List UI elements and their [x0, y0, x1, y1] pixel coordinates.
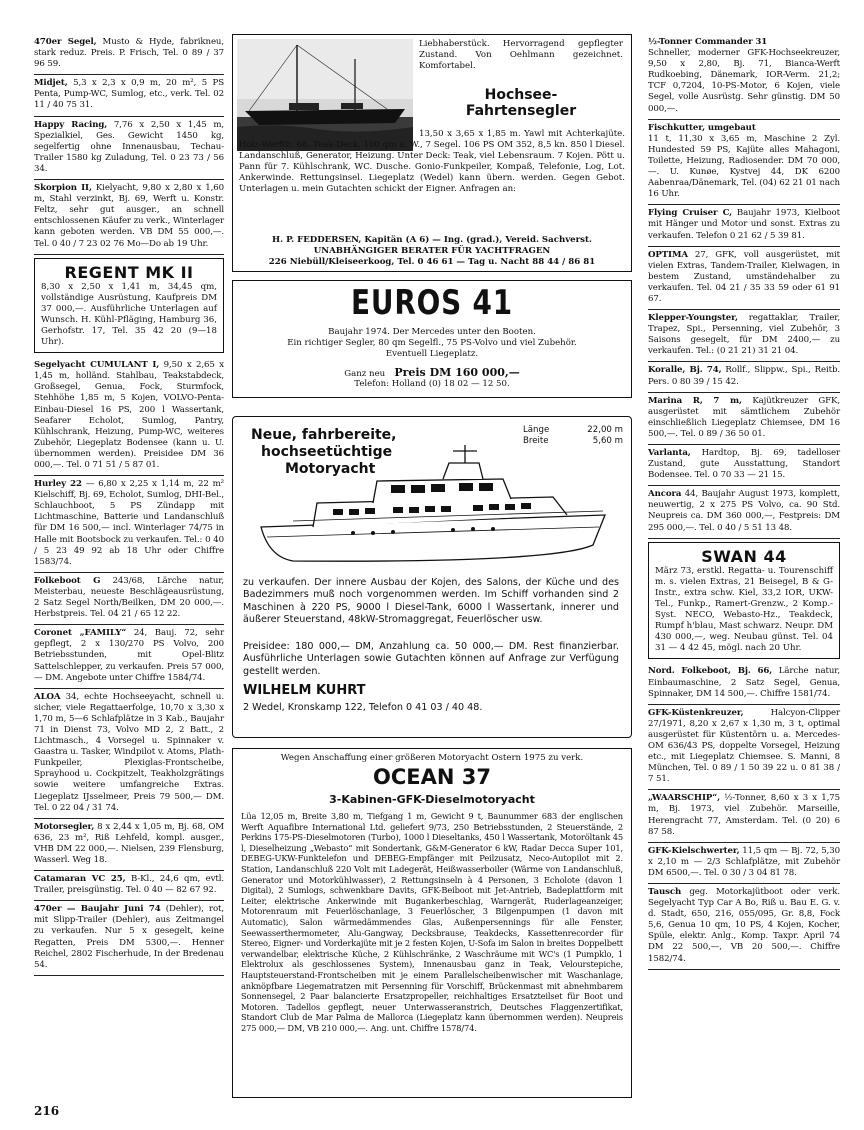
hochsee-body: 13,50 x 3,65 x 1,85 m. Yawl mit Achterkajüte. Holz-Werftb. 68. Teak-Deck. 100 qm a. W., 7 Segel. 106 PS OM 352, 8,5 kn. 850 l Diesel. Landanschluß, Generator, Heizung. Unter Deck: Teak, viel Lebensraum. 7 Kojen. Pött u. Pann für 7. Kühlschrank, WC. Dusche. Gonio-Funkpeiler, Kompaß, Telefonie, Log, Lot. Ankerwinde. Rettungsinsel. Liegeplatz (Wedel) kann übern. werden. Gegen Gebot. Unterlagen u. mein Gutachten schickt der Eigner. Anfragen an: [239, 129, 625, 195]
ad-headline: Nord. Folkeboot, Bj. 66, [648, 666, 773, 677]
ad-text: 5,3 x 2,3 x 0,9 m, 20 m², 5 PS Penta, Pump-WC, Sumlog, etc., verk. Tel. 02 11 / 40 75 31. [34, 78, 224, 111]
classified-ad [34, 180, 224, 255]
ad-headline: Flying Cruiser C, [648, 208, 733, 219]
hochsee-title-1: Hochsee- [484, 87, 558, 103]
boxed-ad-title: REGENT MK II [64, 262, 194, 282]
hochsee-contact: H. P. FEDDERSEN, Kapitän (A 6) — Ing. (grad.), Vereid. Sachverst. [272, 235, 592, 245]
ad-headline: Hurley 22 [34, 479, 82, 490]
ad-text: regattaklar, Trailer, Trapez, Spi., Persenning, viel Zubehör, 3 Saisons gesegelt, für DM 2400,— zu verkaufen. Tel.: (0 21 21) 31 21 04. [648, 313, 840, 357]
dim-value-width: 5,60 m [592, 436, 623, 447]
ad-text: 44, Baujahr August 1973, komplett, neuwertig, 2 x 275 PS Volvo, ca. 90 Std. Neupreis ca. DM 360 000,—, Festpreis: DM 295 000,—. Tel. 0 40 / 5 51 13 48. [648, 489, 840, 533]
ad-text: Rollf., Slippw., Spi., Reitb. Pers. 0 80 39 / 15 42. [648, 365, 840, 387]
ad-headline: Skorpion II, [34, 183, 92, 194]
ocean-intro: Wegen Anschaffung einer größeren Motoryacht Ostern 1975 zu verk. [280, 753, 584, 763]
ad-text: 11 t, 11,30 x 3,65 m, Maschine 2 Zyl. Hundested 59 PS, Kajüte alles Mahagoni, Toilette, Heizung, Radiosender. DM 70 000,—. U. Kunøe, Kystvej 44, DK 6200 Aabenraa/Dänemark, Tel. (04) 62 21 01 nach 16 Uhr. [648, 133, 840, 200]
ad-headline: „WAARSCHIP“, [648, 793, 720, 804]
ad-headline: 470er — Baujahr Juni 74 [34, 904, 161, 915]
motoryacht-ad [232, 416, 632, 738]
classified-ad [34, 476, 224, 573]
boxed-ad-text: März 73, erstkl. Regatta- u. Tourenschiff m. s. vielen Extras, 21 Beisegel, B & G-Instr., extra schw. Kiel, 33,2 IOR, UKW-Tel., Funkp., Ramert-Grenzw., 2 Komp.-Syst. NECO, Webasto-Hz., Teakdeck, Rumpf h'blau, Mast schwarz. Neupr. DM 430 000,—, weg. Neubau günst. Tel. 04 31 — 4 42 45, mögl. nach 20 Uhr. [655, 565, 833, 654]
classified-ad [34, 75, 224, 116]
ad-headline: 470er Segel, [34, 37, 97, 47]
classified-ad [648, 884, 840, 970]
motoryacht-drawing [253, 445, 613, 573]
classified-ad [648, 790, 840, 842]
ad-text: 24, Bauj. 72, sehr gepflegt, 2 x 130/270 PS Volvo, 200 Betriebsstunden, mit Opel-Blitz Sattelschlepper, zu verkaufen. Preis 57 000,— DM. Angebote unter Chiffre 1584/74. [34, 628, 224, 683]
classified-ad [34, 871, 224, 901]
euros-price: Preis DM 160 000,— [394, 366, 520, 379]
classified-ad [34, 819, 224, 871]
ad-text: 34, echte Hochseeyacht, schnell u. sicher, viele Regattaerfolge, 10,70 x 3,30 x 1,70 m, 5—6 Schlafplätze in 3 Kab., Baujahr 71 in Dienst 73, Volvo MD 2, 2 Batt., 2 Lichtmasch., 4 Vorsegel u. Spinnaker v. Gaastra u. Tasker, Windpilot v. Atoms, Plath-Funkpeiler, Plexiglas-Frontscheibe, Sprayhood u. Cockpitzelt, Teakholzgrätings sowie weitere umfangreiche Extras. Liegeplatz IJsselmeer, Preis 79 500,— DM. Tel. 0 22 04 / 31 74. [34, 691, 224, 813]
euros-line-3: Eventuell Liegeplatz. [385, 349, 479, 359]
ad-text: 8 x 2,44 x 1,05 m, Bj. 68, OM 636, 23 m², Riß Lehfeld, kompl. ausger., VHB DM 22 000,—. Nielsen, 239 Flensburg, Wasserl. Weg 18. [34, 821, 224, 865]
ad-text: Kielyacht, 9,80 x 2,80 x 1,60 m, Stahl verzinkt, Bj. 69, Werft u. Konstr. Feltz, sehr gut ausger., an schnell entschlossenen Käufer zu verk., Winterlager kann geboten werden. VB DM 55 000,—. Tel. 0 40 / 7 23 02 76 Mo—Do ab 19 Uhr. [34, 183, 224, 249]
hochsee-intro: Liebhaberstück. Hervorragend gepflegter Zustand. Von Oehlmann gezeichnet. Komfortabel. [419, 39, 623, 72]
classified-ad [34, 689, 224, 819]
ad-text: B-Kl., 24,6 qm, evtl. Trailer, preisgünstig. Tel. 0 40 — 82 67 92. [34, 874, 224, 896]
ad-headline: OPTIMA [648, 249, 688, 260]
ad-text: Musto & Hyde, fabrikneu, stark reduz. Preis. P. Frisch, Tel. 0 89 / 37 96 59. [34, 37, 224, 70]
ad-text: 9,50 x 2,65 x 1,45 m, holländ. Stahlbau, Teakstabdeck, Großsegel, Genua, Fock, Sturmfock, Stehhöhe 1,85 m, 5 Kojen, VOLVO-Penta-Einbau-Diesel 16 PS, 200 l Wassertank, Seafarer Echolot, Sumlog, Pantry, Kühlschrank, Heizung, Pump-WC, weiteres Zubehör, Liegeplatz Bodensee (kann u. U. übernommen werden). Preisidee DM 36 000,—. Tel. 0 71 51 / 5 87 01. [34, 360, 224, 470]
classified-ad [648, 445, 840, 486]
ocean-subtitle: 3-Kabinen-GFK-Dieselmotoryacht [329, 793, 535, 806]
ad-headline: ALOA [34, 691, 61, 702]
ad-headline: Midjet, [34, 78, 68, 89]
classified-ad [648, 34, 840, 120]
ad-text: Hardtop, Bj. 69, tadelloser Zustand, gute Ausstattung, Standort Bodensee. Tel. 0 70 33 — 21 15. [648, 448, 840, 481]
euros-line-2: Ein richtiger Segler, 80 qm Segelfl., 75 PS-Volvo und viel Zubehör. [287, 338, 577, 348]
ad-text: (Dehler), rot, mit Slipp-Trailer (Dehler), aus Zeitmangel zu verkaufen. Nur 5 x gesegelt, keine Regatten, Preis DM 5300,—. Henner Reichel, 2802 Fischerhude, In der Bredenau 54. [34, 904, 224, 970]
classified-ad [648, 362, 840, 392]
classified-ad [34, 901, 224, 976]
left-column [34, 34, 224, 976]
ocean-title: OCEAN 37 [373, 765, 491, 789]
hochsee-address: 226 Niebüll/Kleiseerkoog, Tel. 0 46 61 — Tag u. Nacht 88 44 / 86 81 [268, 257, 596, 267]
ocean-body: Lüa 12,05 m, Breite 3,80 m, Tiefgang 1 m, Gewicht 9 t, Baunummer 683 der englischen Werft Aquafibre International Ltd. geliefert 9/73, 250 Betriebsstunden, 2 Steuerstände, 2 Perkins 175-PS-Dieselmotoren (Turbo), 1000 l Dieseltanks, 450 l Wassertank, Motoröltank 45 l, Dieselheizung „Webasto“ mit Sondertank, G&M-Generator 6 kW, Radar Decca Super 101, DEBEG-UKW-Funktelefon und DEBEG-Empfänger mit Peilzusatz, Neco-Autopilot mit 2. Station, Landanschluß 220 Volt mit Ladegerät, Heißwasserboiler (Wärme von Landanschluß, Generator und Motorkühlwasser), 2 Rettungsinseln à 4 Personen, 3 Echolote (davon 1 Digital), 2 Sumlogs, schwenkbare Davits, GFK-Beiboot mit Jet-Antrieb, Badeplattform mit Leiter, elektrische Ankerwinde mit Bugankerbeschlag, Warngerät, Ruderlageanzeiger, Motorenraum mit Feuerlöschanlage, 3 Feuerlöscher, 3 Bilgenpumpen (1 davon mit Automatic), Salon wärmedämmendes Glas, Außenpersennings für alle Fenster, Seewasserthermometer, Alu-Gangway, Decksbrause, Teakdecks, Kassettenrecorder für Stereo, Eigner- und Vorderkajüte mit je 2 festen Kojen, U-Sofa im Salon in breites Doppelbett verwandelbar, elektrische Küche, 2 Kühlschränke, 2 Waschräume mit WC's (1 Pumpklo, 1 Elektrolux als geschlossenes System), Innenausbau ganz in Teak, Velourstepiche, Hauptsteuerstand-Frontscheiben mit je einem Parallelscheibenwischer mit Waschanlage, anknöpfbare Liegematratzen mit Persenning für Vorschiff, Brückenmast mit abnehmbarem Sonnensegel, 2 Paar balancierte Ersatzpropeller, reichhaltiges Ersatzteilset für Boot und Motoren. Tadellos gepflegt, neuer Unterwasseranstrich, Deutsches Flaggenzertifikat, Standort Club de Mar Palma de Mallorca (Liegeplatz kann übernommen werden). Neupreis 275 000,— DM, VB 210 000,—. Ang. unt. Chiffre 1578/74. [241, 811, 623, 1033]
dim-label-width: Breite [523, 436, 549, 447]
motor-body: zu verkaufen. Der innere Ausbau der Kojen, des Salons, der Küche und des Badezimmers muß noch vorgenommen werden. Im Schiff vorhanden sind 2 Maschinen à 220 PS, 9000 l Diesel-Tank, 6000 l Wassertank, innerer und äußerer Steuerstand, 48kW-Stromaggregat, Feuerlöscher usw. [243, 577, 619, 626]
classified-ad [648, 486, 840, 538]
ad-headline: Koralle, Bj. 74, [648, 365, 722, 376]
hochsee-title-2: Fahrtensegler [465, 103, 577, 119]
classified-ad [34, 117, 224, 180]
classified-ad [34, 357, 224, 476]
classified-ad [34, 625, 224, 688]
classified-ad [648, 310, 840, 362]
classified-ad [648, 705, 840, 791]
motor-dims [523, 425, 623, 447]
motor-headline-1: Neue, fahrbereite, [251, 427, 397, 443]
ad-headline: ½-Tonner Commander 31 [648, 37, 768, 47]
ad-text: Kajütkreuzer GFK, ausgerüstet mit sämtlichem Zubehör einschließlich Liegeplatz Chiemsee, DM 16 500,—. Tel. 0 89 / 36 50 01. [648, 395, 841, 439]
motor-address: 2 Wedel, Kronskamp 122, Telefon 0 41 03 / 40 48. [243, 702, 483, 713]
ad-headline: GFK-Küstenkreuzer, [648, 707, 744, 718]
euros-price-row [233, 361, 631, 380]
ocean37-ad [232, 748, 632, 1098]
euros-ad [232, 280, 632, 398]
classified-ad [648, 393, 840, 445]
right-column [648, 34, 840, 970]
ad-headline: Folkeboot G [34, 575, 101, 586]
ad-headline: Marina R, 7 m, [648, 395, 742, 406]
boxed-classified-ad [34, 258, 224, 354]
ad-headline: GFK-Kielschwerter, [648, 845, 740, 856]
ad-text: ½-Tonner, 8,60 x 3 x 1,75 m, Bj. 1973, viel Zubehör. Marseille, Herengracht 77, Amsterdam. Tel. (0 20) 6 87 58. [648, 793, 840, 837]
boxed-ad-text: 8,30 x 2,50 x 1,41 m, 34,45 qm, vollständige Ausrüstung, Kaufpreis DM 37 000,—. Ausführliche Unterlagen auf Wunsch. H. Kühl-Pfläging, Hamburg 36, Gerhofstr. 17, Tel. 35 42 20 (9—18 Uhr). [41, 281, 217, 348]
motor-price: Preisidee: 180 000,— DM, Anzahlung ca. 50 000,— DM. Rest finanzierbar. Ausführliche Unterlagen sowie Gutachten können auf Anfrage zur Verfügung gestellt werden. [243, 641, 619, 677]
ad-text: 11,5 qm — Bj. 72, 5,30 x 2,10 m — 2/3 Schlafplätze, mit Zubehör DM 6500,—. Tel. 0 30 / 3 04 81 78. [648, 845, 840, 878]
classified-ad [648, 205, 840, 246]
motor-headline-3: Motoryacht [285, 461, 376, 477]
page-number: 216 [34, 1104, 60, 1118]
classified-ad [34, 573, 224, 625]
euros-phone: Telefon: Holland (0) 18 02 — 12 50. [354, 379, 510, 389]
classified-ad [648, 843, 840, 884]
dim-row-length [523, 425, 623, 436]
ad-headline: Varlanta, [648, 448, 691, 458]
classified-ad [648, 247, 840, 310]
ad-text: 7,76 x 2,50 x 1,45 m, Spezialkiel, Ges. Gewicht 1450 kg, segelfertig ohne Innenausbau, Techau-Trailer 1580 kg Zuladung, Tel. 0 23 73 / 56 34. [34, 119, 225, 174]
euros-price-prefix: Ganz neu [344, 369, 386, 379]
classified-ad [648, 120, 840, 206]
motor-seller: WILHELM KUHRT [243, 683, 366, 698]
ad-headline: Ancora [648, 489, 682, 500]
ad-text: Halcyon-Clipper 27/1971, 8,20 x 2,67 x 1,30 m, 3 t, optimal ausgerüstet für Küstentörn u. a. Mercedes-OM 636/43 PS, doppelte Vorsegel, Heizung etc., mit Liegeplatz Chiemsee. S. Manni, 8 München, Tel. 0 89 / 1 50 39 22 u. 0 81 38 / 7 51. [648, 707, 840, 785]
ad-headline: Coronet „FAMILY“ [34, 628, 127, 639]
ad-text: Schneller, moderner GFK-Hochseekreuzer, 9,50 x 2,80, Bj. 71, Bianca-Werft Rudkoebing, Dänemark, IOR-Verm. 21,2; TCF 0,7204, 10-PS-Motor, 6 Kojen, viele Segel, volle Ausrüstg. Sehr günstig. DM 50 000,—. [648, 48, 840, 114]
ad-text: — 6,80 x 2,25 x 1,14 m, 22 m² Kielschiff, Bj. 69, Echolot, Sumlog, DHI-Bel., Schlauchboot, 5 PS Zündapp mit Lichtmaschine, Batterie und Landanschluß für DM 16 500,— incl. Winterlager 74/75 in Halle mit Bootsbock zu verkaufen. Tel.: 0 40 / 5 23 49 92 ab 18 Uhr oder Chiffre 1583/74. [34, 479, 224, 567]
hochsee-tagline: UNABHÄNGIGER BERATER FÜR YACHTFRAGEN [313, 246, 551, 256]
ad-headline: Tausch [648, 887, 682, 897]
euros-line-1: Baujahr 1974. Der Mercedes unter den Booten. [328, 327, 536, 337]
ad-headline: Fischkutter, umgebaut [648, 122, 756, 133]
dim-label-length: Länge [523, 425, 550, 435]
ad-headline: Motorsegler, [34, 821, 95, 832]
motor-headline-2: hochseetüchtige [261, 444, 393, 460]
ad-headline: Segelyacht CUMULANT I, [34, 360, 160, 371]
ad-text: Baujahr 1973, Kielboot mit Hänger und Motor und sonst. Extras zu verkaufen. Telefon 0 21 62 / 5 39 81. [648, 208, 840, 241]
ad-headline: Catamaran VC 25, [34, 874, 126, 885]
ad-text: 243/68, Lärche natur, Meisterbau, neueste Beschlägeausrüstung, 2 Satz Segel North/Beilken, DM 20 000,—. Herbstpreis. Tel. 04 21 / 65 12 22. [34, 575, 224, 620]
boxed-classified-ad [648, 542, 840, 660]
ad-text: geg. Motorkajütboot oder verk. Segelyacht Typ Car A Bo, Riß u. Bau E. G. v. d. Stadt, 650, 216, 055/095, Gr. 8,8, Fock 5,6, Genua 10 qm, 10 PS, 4 Kojen, Kocher, Spüle, elektr. Anlg., Komp. Taxpr. April 74 DM 22 500,—, VB 20 500,—. Chiffre 1582/74. [648, 887, 840, 964]
ad-text: 27, GFK, voll ausgerüstet, mit vielen Extras, Tandem-Trailer, Kielwagen, in bestem Zustand, umständehalber zu verkaufen. Tel. 04 21 / 35 33 59 oder 61 91 67. [648, 249, 840, 304]
ad-headline: Happy Racing, [34, 119, 108, 130]
hochsee-ad [232, 34, 632, 272]
dim-value-length: 22,00 m [587, 425, 623, 435]
classified-ad [648, 663, 840, 704]
ad-headline: Klepper-Youngster, [648, 313, 738, 324]
euros-title: EUROS 41 [350, 283, 514, 323]
ad-text: Lärche natur, Einbaumaschine, 2 Satz Segel, Genua, Spinnaker, DM 14 500,—. Chiffre 1581/74. [648, 666, 840, 699]
boxed-ad-title: SWAN 44 [701, 546, 787, 566]
classified-ad [34, 34, 224, 75]
